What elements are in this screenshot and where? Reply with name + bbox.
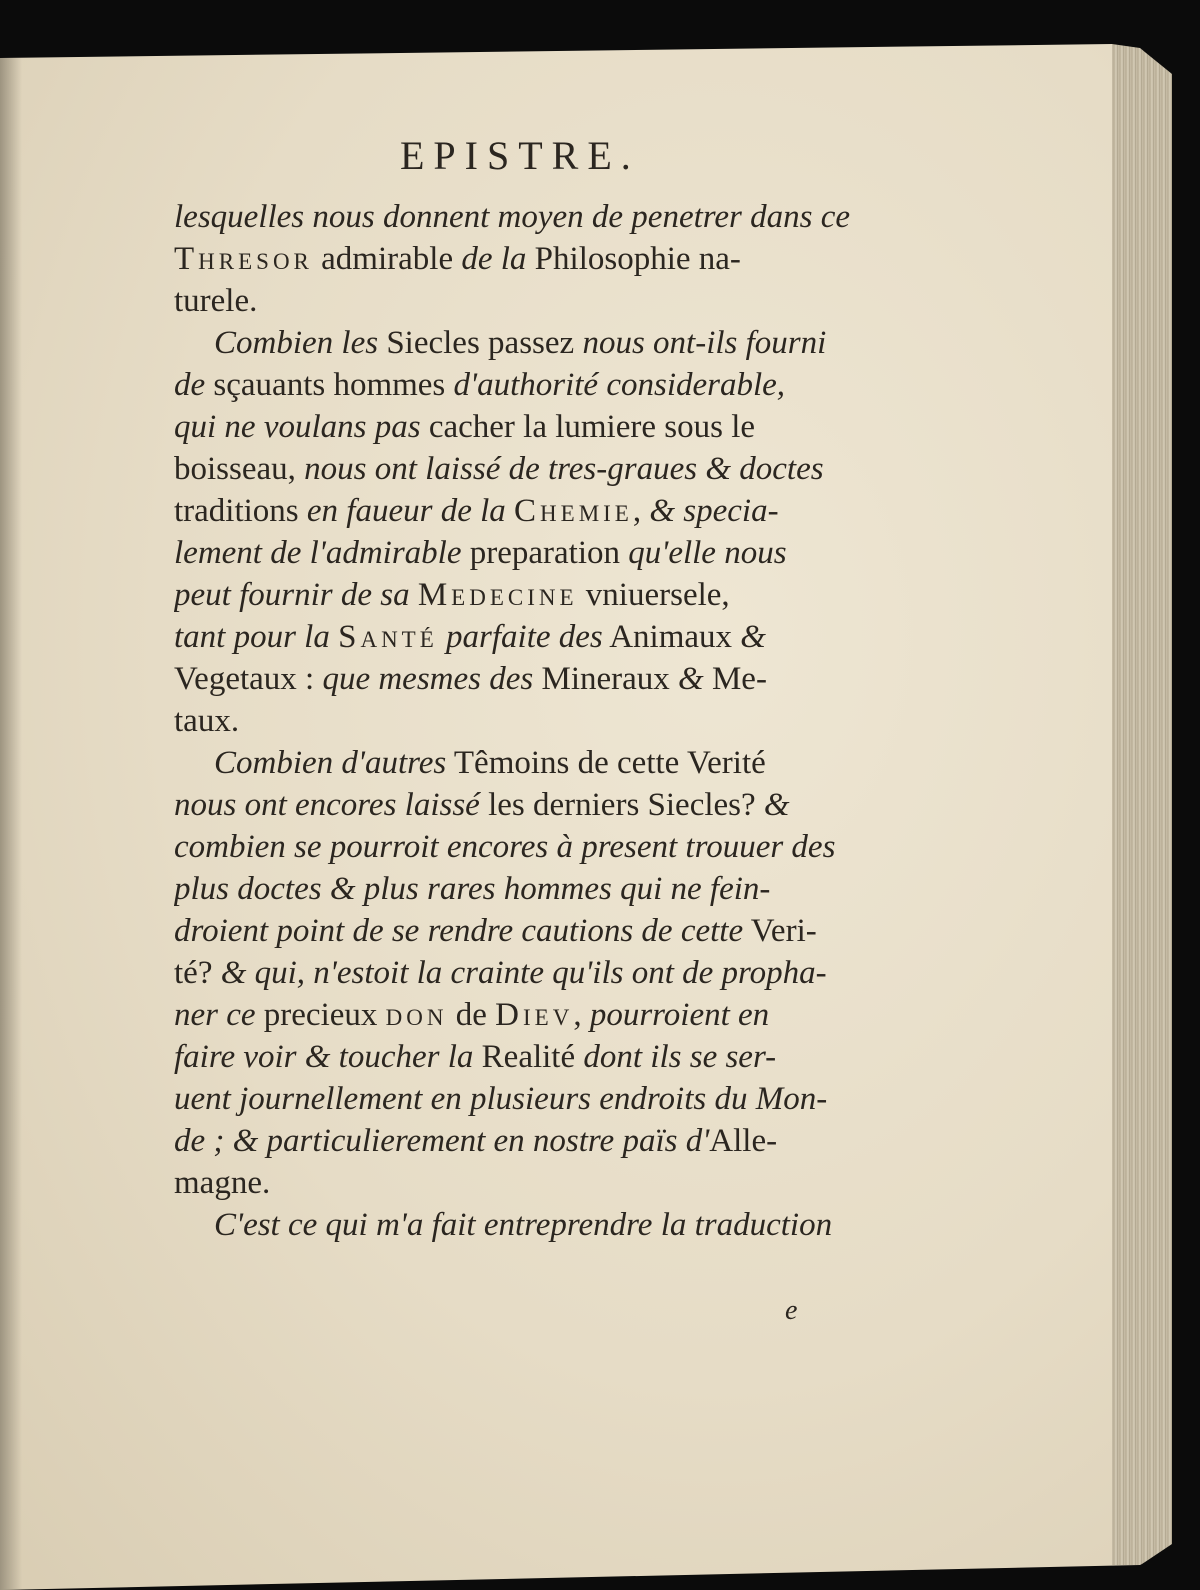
roman-run: de (447, 997, 496, 1033)
italic-run: plus doctes & plus rares hommes qui ne fein- (174, 871, 771, 907)
italic-run: uent journellement en plusieurs endroits du Mon- (174, 1081, 828, 1117)
roman-run: magne. (174, 1165, 271, 1201)
small-caps-run: don (385, 997, 448, 1033)
text-line (174, 196, 894, 238)
italic-run: d'authorité considerable, (453, 367, 786, 403)
text-line (174, 1036, 894, 1078)
roman-run: Têmoins de cette Verité (446, 745, 766, 781)
italic-run: de ; & particulierement en nostre païs d' (174, 1123, 710, 1159)
roman-run: traditions (174, 493, 307, 529)
roman-run: Vegetaux : (174, 661, 323, 697)
roman-run: Philosophie na- (526, 241, 741, 277)
text-line (174, 490, 894, 532)
text-line (174, 1078, 894, 1120)
italic-run: tant pour la (174, 619, 339, 655)
roman-run: sçauants hommes (205, 367, 454, 403)
italic-run: nous ont laissé de tres-graues & doctes (304, 451, 824, 487)
italic-run: parfaite des (437, 619, 603, 655)
roman-run: Animaux (602, 619, 741, 655)
italic-run: lesquelles nous donnent moyen de penetrer dans ce (174, 199, 851, 235)
text-line (174, 1204, 934, 1246)
text-line (174, 616, 894, 658)
roman-run: Me- (703, 661, 767, 697)
italic-run: qu'elle nous (628, 535, 787, 571)
italic-run: en faueur de la (306, 493, 515, 529)
italic-run: & (763, 787, 790, 823)
text-line (174, 1120, 894, 1162)
italic-run: de (174, 367, 206, 403)
italic-run: combien se pourroit encores à present trouuer des (174, 829, 836, 865)
roman-run: Realité (473, 1039, 584, 1075)
roman-run: , (573, 997, 590, 1033)
text-line (174, 364, 894, 406)
italic-run: & specia- (649, 493, 779, 529)
roman-run: turele. (174, 283, 258, 319)
roman-run: cacher la lumiere sous le (420, 409, 756, 445)
small-caps-run: Chemie (514, 493, 633, 529)
catchword: e (785, 1295, 798, 1326)
small-caps-run: Medecine (417, 577, 578, 613)
small-caps-run: Diev (495, 997, 574, 1033)
italic-run: & qui, n'estoit la crainte qu'ils ont de propha- (220, 955, 827, 991)
roman-run: Alle- (709, 1123, 778, 1159)
italic-run: C'est ce qui m'a fait entreprendre la traduction (214, 1207, 833, 1243)
text-line (174, 742, 934, 784)
text-line (174, 658, 894, 700)
gutter-shadow (0, 58, 22, 1590)
text-line (174, 868, 894, 910)
italic-run: lement de l'admirable (174, 535, 462, 571)
text-line (174, 238, 894, 280)
italic-run: ner ce (174, 997, 256, 1033)
italic-run: qui ne voulans pas (174, 409, 421, 445)
roman-run: vniuersele, (577, 577, 730, 613)
italic-run: dont ils se ser- (583, 1039, 777, 1075)
text-line (174, 574, 894, 616)
text-line (174, 994, 894, 1036)
roman-run: , (632, 493, 650, 529)
italic-run: nous ont encores laissé (174, 787, 480, 823)
text-line (174, 952, 894, 994)
italic-run: droient point de se rendre cautions de cette (174, 913, 744, 949)
page-edges (1112, 44, 1172, 1569)
text-line (174, 1162, 894, 1204)
text-line (174, 826, 894, 868)
italic-run: Combien les (214, 325, 379, 361)
roman-run: precieux (255, 997, 386, 1033)
text-line (174, 700, 894, 742)
roman-run: boisseau, (174, 451, 305, 487)
small-caps-run: Thresor (174, 241, 313, 277)
italic-run: pourroient en (589, 997, 770, 1033)
italic-run: & (678, 661, 704, 697)
text-line (174, 532, 894, 574)
italic-run: nous ont-ils fourni (582, 325, 827, 361)
italic-run: Combien d'autres (214, 745, 447, 781)
text-line (174, 280, 894, 322)
italic-run: peut fournir de sa (174, 577, 418, 613)
roman-run: té? (174, 955, 221, 991)
roman-run: Veri- (743, 913, 817, 949)
roman-run: preparation (461, 535, 629, 571)
roman-run: les derniers Siecles? (479, 787, 764, 823)
italic-run: faire voir & toucher la (174, 1039, 474, 1075)
italic-run: de la (461, 241, 527, 277)
roman-run: Siecles passez (378, 325, 583, 361)
roman-run: Mineraux (533, 661, 679, 697)
running-head: EPISTRE. (400, 133, 640, 178)
text-line (174, 910, 894, 952)
small-caps-run: Santé (338, 619, 438, 655)
italic-run: que mesmes des (322, 661, 534, 697)
text-line (174, 784, 894, 826)
italic-run: & (740, 619, 766, 655)
text-line (174, 448, 894, 490)
roman-run: admirable (312, 241, 462, 277)
roman-run: taux. (174, 703, 240, 739)
text-line (174, 322, 934, 364)
text-line (174, 406, 894, 448)
